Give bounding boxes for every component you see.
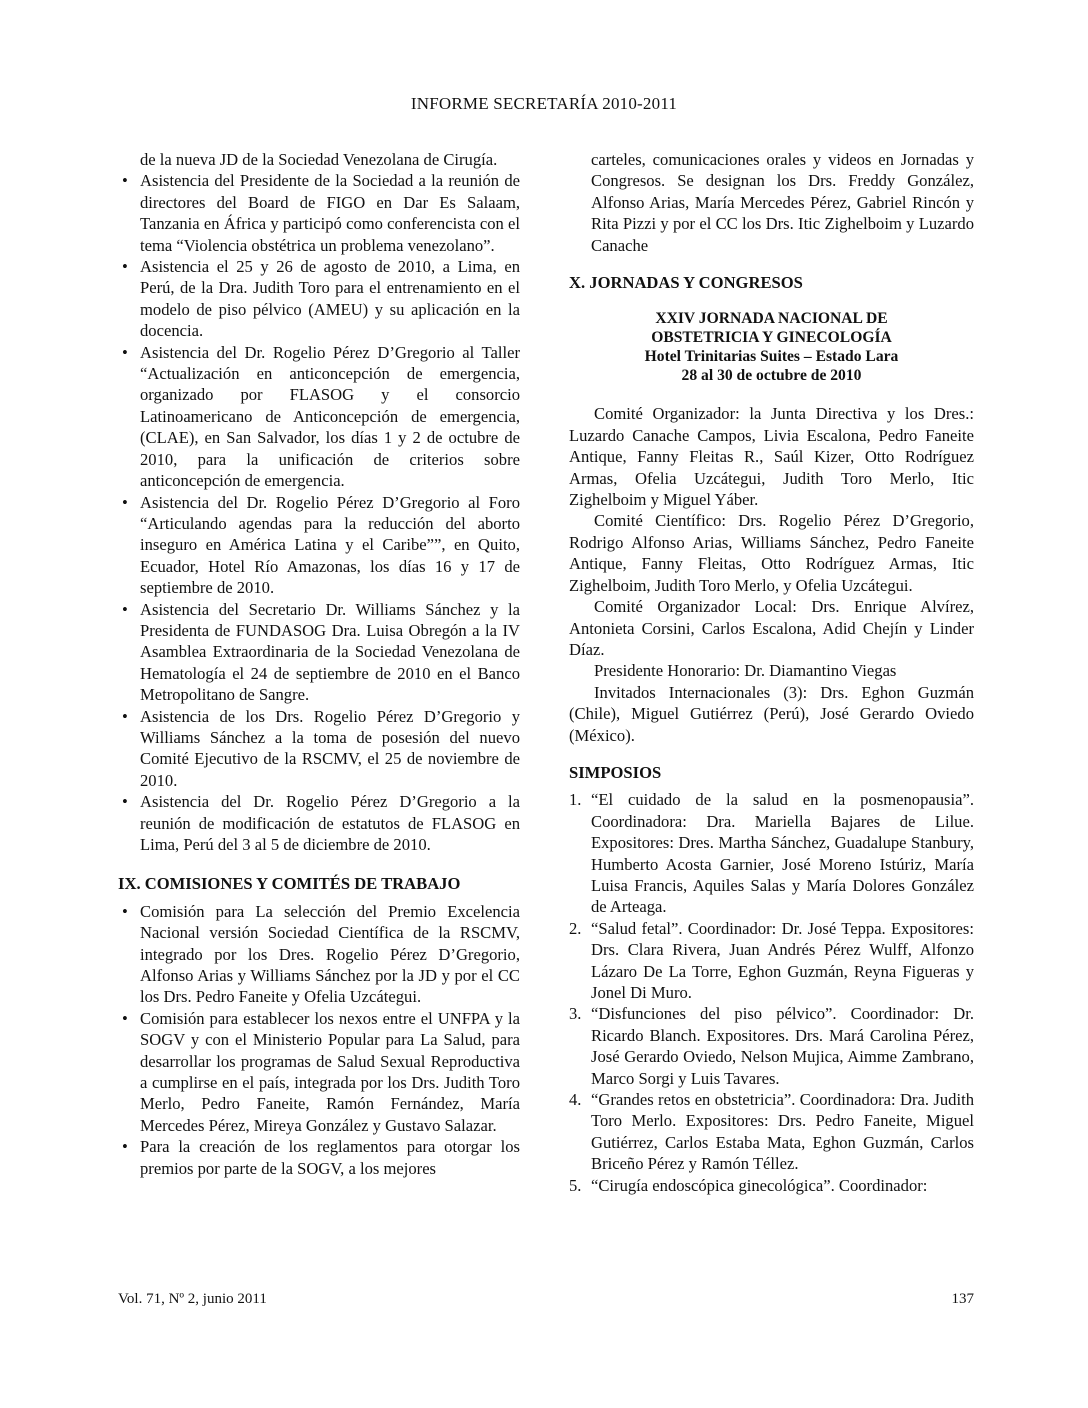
list-item: • Asistencia de los Drs. Rogelio Pérez D’Gregorio y Williams Sánchez a la toma de posesión del nuevo Comité Ejecutivo de la RSCMV, el 25 de noviembre de 2010. <box>118 706 520 792</box>
item-number: 4. <box>569 1090 582 1110</box>
international-guests-paragraph: Invitados Internacionales (3): Drs. Eghon Guzmán (Chile), Miguel Gutiérrez (Perú), José Gerardo Oviedo (México). <box>569 682 974 745</box>
honorary-president-paragraph: Presidente Honorario: Dr. Diamantino Viegas <box>594 661 897 681</box>
list-item: • Asistencia del Dr. Rogelio Pérez D’Gregorio a la reunión de modificación de estatutos de FLASOG en Lima, Perú del 3 al 5 de diciembre de 2010. <box>118 791 520 855</box>
scientific-committee-paragraph: Comité Científico: Drs. Rogelio Pérez D’Gregorio, Rodrigo Alfonso Arias, Williams Sánchez, Pedro Faneite Antique, Fanny Fleitas, Otto Rodríguez Armas, Itic Zighelboim, Judith Toro Merlo, y Ofelia Uzcátegui. <box>569 511 974 595</box>
list-item: • Comisión para establecer los nexos entre el UNFPA y la SOGV y con el Ministerio Popular para La Salud, para desarrollar los programas de Salud Sexual Reproductiva a cumplirse en el país, integrada por los Drs. Judith Toro Merlo, Pedro Faneite, Ramón Fernández, María Mercedes Pérez, Mireya González y Gustavo Salazar. <box>118 1008 520 1136</box>
event-title-line: XXIV JORNADA NACIONAL DE <box>655 310 888 328</box>
item-text: “Disfunciones del piso pélvico”. Coordinador: Dr. Ricardo Blanch. Expositores. Drs. Mará Carolina Pérez, José Gerardo Oviedo, Nelson Mujica, Aimme Zambrano, Marco Sorgi y Luis Tavares. <box>591 1004 974 1088</box>
symposia-list <box>569 789 974 1196</box>
right-column <box>569 149 974 1196</box>
journal-citation: Vol. 71, Nº 2, junio 2011 <box>118 1291 267 1307</box>
organizing-committee-paragraph: Comité Organizador: la Junta Directiva y los Dres.: Luzardo Canache Campos, Livia Escalona, Pedro Faneite Antique, Fanny Fleitas R., Saúl Kizer, Otto Rodríguez Armas, Ofelia Uzcátegui, Judith Toro Merlo, Itic Zighelboim y Miguel Yáber. <box>569 404 974 510</box>
commission-bullet-list <box>118 901 520 1179</box>
item-text: “Cirugía endoscópica ginecológica”. Coordinador: <box>591 1175 928 1195</box>
list-item: • Asistencia del Secretario Dr. Williams Sánchez y la Presidenta de FUNDASOG Dra. Luisa Obregón a la IV Asamblea Extraordinaria de la Sociedad Venezolana de Hematología el 24 de septiembre de 2010 en el Banco Metropolitano de Sangre. <box>118 599 520 706</box>
item-number: 3. <box>569 1004 582 1024</box>
list-item <box>569 1003 974 1089</box>
continued-paragraph: de la nueva JD de la Sociedad Venezolana de Cirugía. <box>140 150 498 169</box>
section-heading-x: X. JORNADAS Y CONGRESOS <box>569 273 803 293</box>
list-item <box>569 918 974 1004</box>
list-item: • Asistencia del Dr. Rogelio Pérez D’Gregorio al Foro “Articulando agendas para la reducción del aborto inseguro en América Latina y el Caribe””, en Quito, Ecuador, Hotel Río Amazonas, los días 16 y 17 de septiembre de 2010. <box>118 492 520 599</box>
list-item: • Para la creación de los reglamentos para otorgar los premios por parte de la SOGV, a los mejores <box>118 1136 520 1179</box>
list-item: • Asistencia del Dr. Rogelio Pérez D’Gregorio al Taller “Actualización en anticoncepción de emergencia, organizado por FLASOG y el consorcio Latinoamericano de Anticoncepción de emergencia, (CLAE), en San Salvador, los días 1 y 2 de octubre de 2010, para la unificación de criterios sobre anticoncepción de emergencia. <box>118 342 520 492</box>
list-item <box>569 1089 974 1175</box>
event-dates: 28 al 30 de octubre de 2010 <box>681 367 862 385</box>
item-number: 5. <box>569 1175 582 1195</box>
item-number: 2. <box>569 918 582 938</box>
left-column <box>118 149 520 1179</box>
item-text: “Salud fetal”. Coordinador: Dr. José Teppa. Expositores: Drs. Clara Rivera, Juan Andrés Pérez Wulff, Alfonzo Lázaro De La Torre, Eghon Guzmán, Reyna Figueras y Jonel Di Muro. <box>591 918 974 1002</box>
activity-bullet-list <box>118 170 520 855</box>
list-item: • Comisión para La selección del Premio Excelencia Nacional versión Sociedad Científica de la RSCMV, integrado por los Dres. Rogelio Pérez D’Gregorio, Alfonso Arias y Williams Sánchez por la JD y por el CC los Drs. Pedro Faneite y Ofelia Uzcátegui. <box>118 901 520 1008</box>
continued-paragraph: carteles, comunicaciones orales y videos en Jornadas y Congresos. Se designan los Drs. Freddy González, Alfonso Arias, María Mercedes Pérez, Gabriel Rincón y Rita Pizzi y por el CC los Drs. Itic Zighelboim y Luzardo Canache <box>591 150 974 255</box>
list-item: • Asistencia del Presidente de la Sociedad a la reunión de directores del Board de FIGO en Dar Es Salaam, Tanzania en África y participó como conferencista con el tema “Violencia obstétrica un problema venezolano”. <box>118 170 520 256</box>
event-title-line: OBSTETRICIA Y GINECOLOGÍA <box>651 329 892 347</box>
event-venue: Hotel Trinitarias Suites – Estado Lara <box>644 348 899 366</box>
item-text: “Grandes retos en obstetricia”. Coordinadora: Dra. Judith Toro Merlo. Expositores: Drs. Pedro Faneite, Miguel Gutiérrez, Carlos Estaba Mata, Eghon Guzmán, Carlos Briceño Pérez y Ramón Téllez. <box>591 1090 974 1174</box>
list-item <box>569 1175 974 1196</box>
page-number: 137 <box>951 1291 974 1307</box>
running-head: INFORME SECRETARÍA 2010-2011 <box>410 94 678 113</box>
section-heading-ix: IX. COMISIONES Y COMITÉS DE TRABAJO <box>118 874 461 894</box>
item-number: 1. <box>569 790 582 810</box>
list-item: • Asistencia el 25 y 26 de agosto de 2010, a Lima, en Perú, de la Dra. Judith Toro para el entrenamiento en el modelo de piso pélvico (AMEU) y su aplicación en la docencia. <box>118 256 520 342</box>
item-text: “El cuidado de la salud en la posmenopausia”. Coordinadora: Dra. Mariella Bajares de Lilue. Expositores: Dres. Martha Sánchez, Guadalupe Stanbury, Humberto Acosta Garnier, José Moreno Istúriz, María Luisa Francis, Aquiles Salas y María Dolores González de Arteaga. <box>591 790 974 917</box>
local-committee-paragraph: Comité Organizador Local: Drs. Enrique Alvírez, Antonieta Corsini, Carlos Escalona, Adid Chejín y Linder Díaz. <box>569 597 974 659</box>
section-heading-simposios: SIMPOSIOS <box>569 762 662 782</box>
list-item <box>569 789 974 917</box>
event-title-block <box>569 309 974 385</box>
